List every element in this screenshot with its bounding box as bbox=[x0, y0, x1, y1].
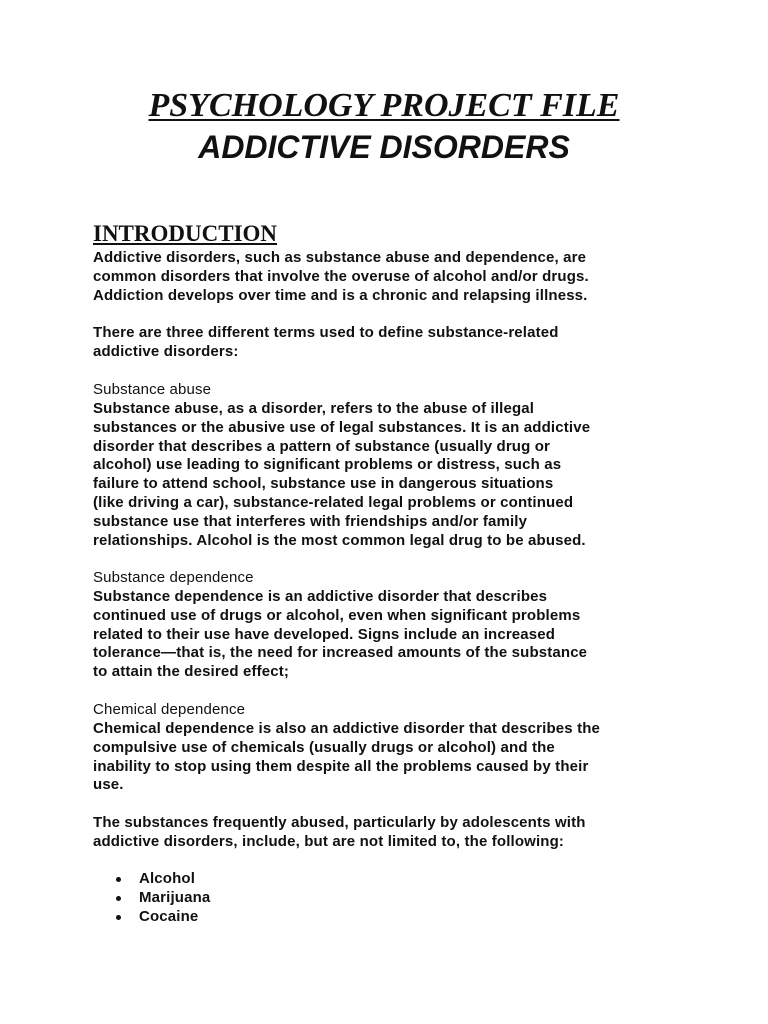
terms-paragraph: There are three different terms used to define substance-related addictive disorders: bbox=[93, 324, 559, 360]
bullet-dot-icon bbox=[116, 896, 121, 901]
substances-paragraph: The substances frequently abused, particularly by adolescents with addictive disorders, include, but are not limited to, the following: bbox=[93, 814, 586, 850]
substance-dependence-paragraph: Substance dependence is an addictive disorder that describes continued use of drugs or alcohol, even when significant problems related to their use have developed. Signs include an increased tolerance—that is, the need for increased amounts of the substance to attain the desired effect; bbox=[93, 588, 588, 681]
substances-list bbox=[112, 870, 210, 926]
subheading-substance-dependence: Substance dependence bbox=[93, 569, 254, 586]
list-item-label: Marijuana bbox=[139, 888, 211, 906]
document-subtitle: ADDICTIVE DISORDERS bbox=[198, 129, 570, 165]
list-item bbox=[112, 908, 210, 927]
subheading-substance-abuse: Substance abuse bbox=[93, 381, 212, 398]
section-heading-introduction: INTRODUCTION bbox=[93, 221, 278, 246]
bullet-dot-icon bbox=[116, 915, 121, 920]
list-item-label: Cocaine bbox=[139, 907, 199, 925]
bullet-dot-icon bbox=[116, 877, 121, 882]
document-title: PSYCHOLOGY PROJECT FILE bbox=[148, 87, 620, 124]
list-item bbox=[112, 889, 210, 908]
subheading-chemical-dependence: Chemical dependence bbox=[93, 701, 246, 718]
chemical-dependence-paragraph: Chemical dependence is also an addictive disorder that describes the compulsive use of chemicals (usually drugs or alcohol) and the inability to stop using them despite all the problems caused by their use. bbox=[93, 720, 601, 794]
list-item-label: Alcohol bbox=[139, 870, 196, 887]
intro-paragraph: Addictive disorders, such as substance abuse and dependence, are common disorders that involve the overuse of alcohol and/or drugs. Addiction develops over time and is a chronic and relapsing illness. bbox=[93, 249, 589, 304]
substance-abuse-paragraph: Substance abuse, as a disorder, refers to the abuse of illegal substances or the abusive use of legal substances. It is an addictive disorder that describes a pattern of substance (usually drug or alcohol) use leading to significant problems or distress, such as failure to attend school, substance use in dangerous situations (like driving a car), substance-related legal problems or continued substance use that interferes with friendships and/or family relationships. Alcohol is the most common legal drug to be abused. bbox=[93, 400, 591, 549]
list-item bbox=[112, 870, 210, 889]
